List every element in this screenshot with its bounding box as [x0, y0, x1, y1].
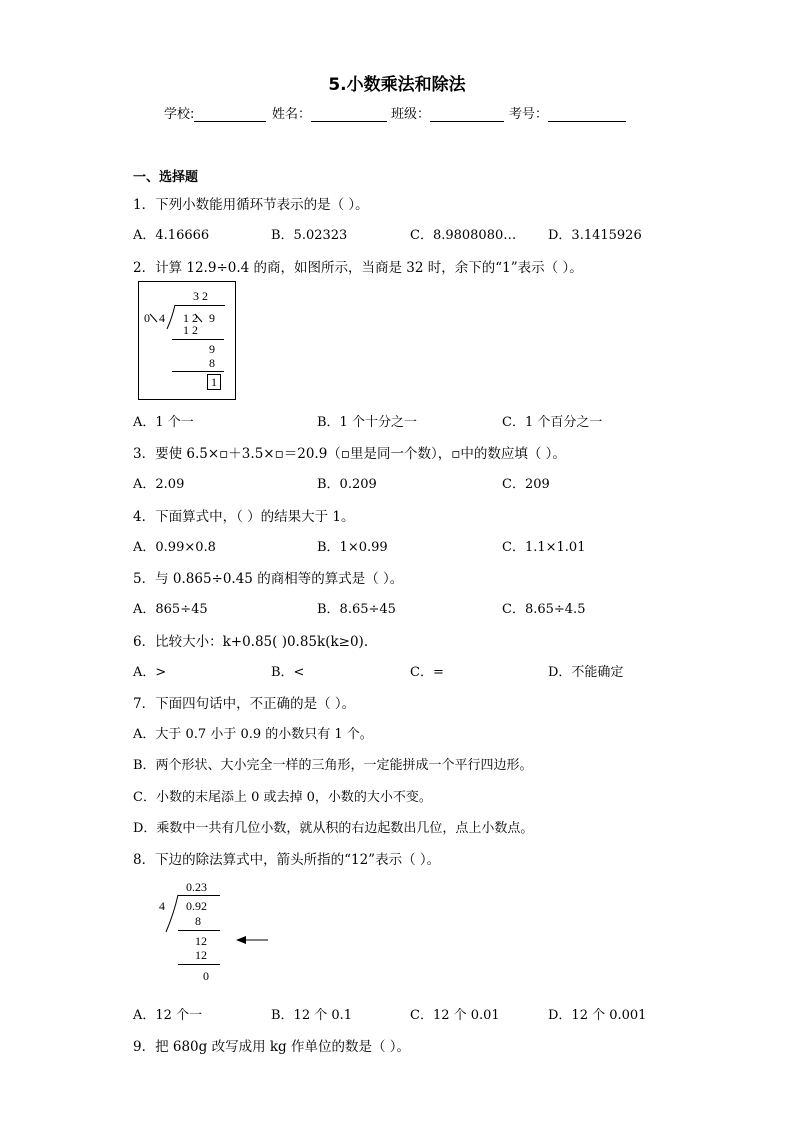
- q7-option-b[interactable]: B．两个形状、大小完全一样的三角形，一定能拼成一个平行四边形。: [133, 758, 533, 773]
- fig2-line-1: [178, 930, 220, 931]
- question-3: 3．要使 6.5×▫＋3.5×▫＝20.9（▫里是同一个数），▫中的数应填（ ）。: [133, 446, 566, 462]
- school-field[interactable]: [164, 103, 266, 122]
- division-figure-1: [138, 281, 236, 400]
- q5-option-b[interactable]: B．8.65÷45: [317, 602, 396, 617]
- fig2-line-2: [178, 964, 220, 965]
- q4-option-a[interactable]: A．0.99×0.8: [133, 540, 216, 555]
- class-blank[interactable]: [430, 108, 504, 122]
- q2-option-a[interactable]: A．1 个一: [133, 415, 194, 430]
- fig2-step3: 12: [195, 948, 207, 962]
- q1-option-c[interactable]: C．8.9808080…: [410, 228, 517, 243]
- fig1-step1: 1 2: [183, 323, 198, 337]
- q4-option-b[interactable]: B．1×0.99: [317, 540, 388, 555]
- division-figure-2: [150, 878, 280, 988]
- question-5: 5．与 0.865÷0.45 的商相等的算式是（ ）。: [133, 571, 404, 587]
- q7-option-d[interactable]: D．乘数中一共有几位小数，就从积的右边起数出几位，点上小数点。: [133, 821, 534, 836]
- question-2: 2．计算 12.9÷0.4 的商，如图所示，当商是 32 时，余下的“1”表示（ ）。: [133, 260, 583, 276]
- exam-number-label: 考号：: [509, 107, 549, 122]
- fig1-line-1: [172, 339, 224, 340]
- fig2-remainder: 0: [203, 969, 209, 983]
- question-4: 4．下面算式中，（ ）的结果大于 1。: [133, 509, 355, 525]
- fig1-remainder: 1: [207, 374, 221, 390]
- exam-number-field[interactable]: [509, 103, 626, 122]
- q8-option-d[interactable]: D．12 个 0.001: [548, 1008, 647, 1023]
- fig1-dividend-right: 9: [209, 311, 215, 325]
- fig2-divisor: 4: [159, 899, 165, 913]
- q4-option-c[interactable]: C．1.1×1.01: [502, 540, 586, 555]
- fig1-bracket-curve: [167, 305, 175, 329]
- q8-option-a[interactable]: A．12 个一: [133, 1008, 203, 1023]
- section-title: 一、选择题: [133, 170, 199, 185]
- q8-option-b[interactable]: B．12 个 0.1: [271, 1008, 353, 1023]
- fig2-bracket-curve: [166, 895, 178, 932]
- fig1-divisor-right: 4: [159, 311, 165, 325]
- q2-option-c[interactable]: C．1 个百分之一: [502, 415, 603, 430]
- name-field[interactable]: [272, 103, 387, 122]
- q6-option-c[interactable]: C．=: [410, 665, 444, 680]
- fig1-dividend-left: 1 2: [183, 311, 198, 325]
- q3-option-a[interactable]: A．2.09: [133, 477, 185, 492]
- fig1-step3: 8: [209, 356, 215, 370]
- q3-option-c[interactable]: C．209: [502, 477, 550, 492]
- question-9: 9．把 680g 改写成用 kg 作单位的数是（ ）。: [133, 1039, 411, 1055]
- exam-number-blank[interactable]: [548, 108, 626, 122]
- q1-option-b[interactable]: B．5.02323: [271, 228, 348, 243]
- fig1-quotient: 3 2: [193, 289, 208, 303]
- q7-option-a[interactable]: A．大于 0.7 小于 0.9 的小数只有 1 个。: [133, 727, 373, 742]
- q1-option-d[interactable]: D．3.1415926: [548, 228, 642, 243]
- fig2-step2: 12: [195, 934, 207, 948]
- q5-option-a[interactable]: A．865÷45: [133, 602, 208, 617]
- fig2-quotient: 0.23: [186, 880, 207, 894]
- arrow-left-icon: [236, 936, 246, 944]
- fig2-dividend: 0.92: [186, 899, 207, 913]
- question-8: 8．下边的除法算式中，箭头所指的“12”表示（ ）。: [133, 852, 441, 868]
- q7-option-c[interactable]: C．小数的末尾添上 0 或去掉 0，小数的大小不变。: [133, 790, 432, 805]
- question-6: 6．比较大小：k+0.85( )0.85k(k≥0).: [133, 634, 369, 650]
- q6-option-d[interactable]: D．不能确定: [548, 665, 624, 680]
- q6-option-a[interactable]: A．>: [133, 665, 167, 680]
- class-field[interactable]: [391, 103, 504, 122]
- q3-option-b[interactable]: B．0.209: [317, 477, 377, 492]
- question-1: 1．下列小数能用循环节表示的是（ ）。: [133, 197, 369, 213]
- fig2-step1: 8: [195, 914, 201, 928]
- q5-option-c[interactable]: C．8.65÷4.5: [502, 602, 586, 617]
- q8-option-c[interactable]: C．12 个 0.01: [410, 1008, 500, 1023]
- fig1-divisor-left: 0: [144, 311, 150, 325]
- fig1-step2: 9: [209, 342, 215, 356]
- fig1-decimal-shift-mark: [150, 314, 157, 322]
- question-7: 7．下面四句话中，不正确的是（ ）。: [133, 696, 356, 712]
- class-label: 班级：: [391, 107, 431, 122]
- fig1-line-2: [172, 371, 224, 372]
- school-label: 学校:: [164, 107, 195, 122]
- fig2-strokes: [150, 878, 280, 988]
- q1-option-a[interactable]: A．4.16666: [133, 228, 210, 243]
- name-label: 姓名：: [272, 107, 312, 122]
- q6-option-b[interactable]: B．<: [271, 665, 305, 680]
- page-title: 5.小数乘法和除法: [328, 75, 466, 95]
- school-blank[interactable]: [194, 108, 266, 122]
- name-blank[interactable]: [311, 108, 387, 122]
- q2-option-b[interactable]: B．1 个十分之一: [317, 415, 417, 430]
